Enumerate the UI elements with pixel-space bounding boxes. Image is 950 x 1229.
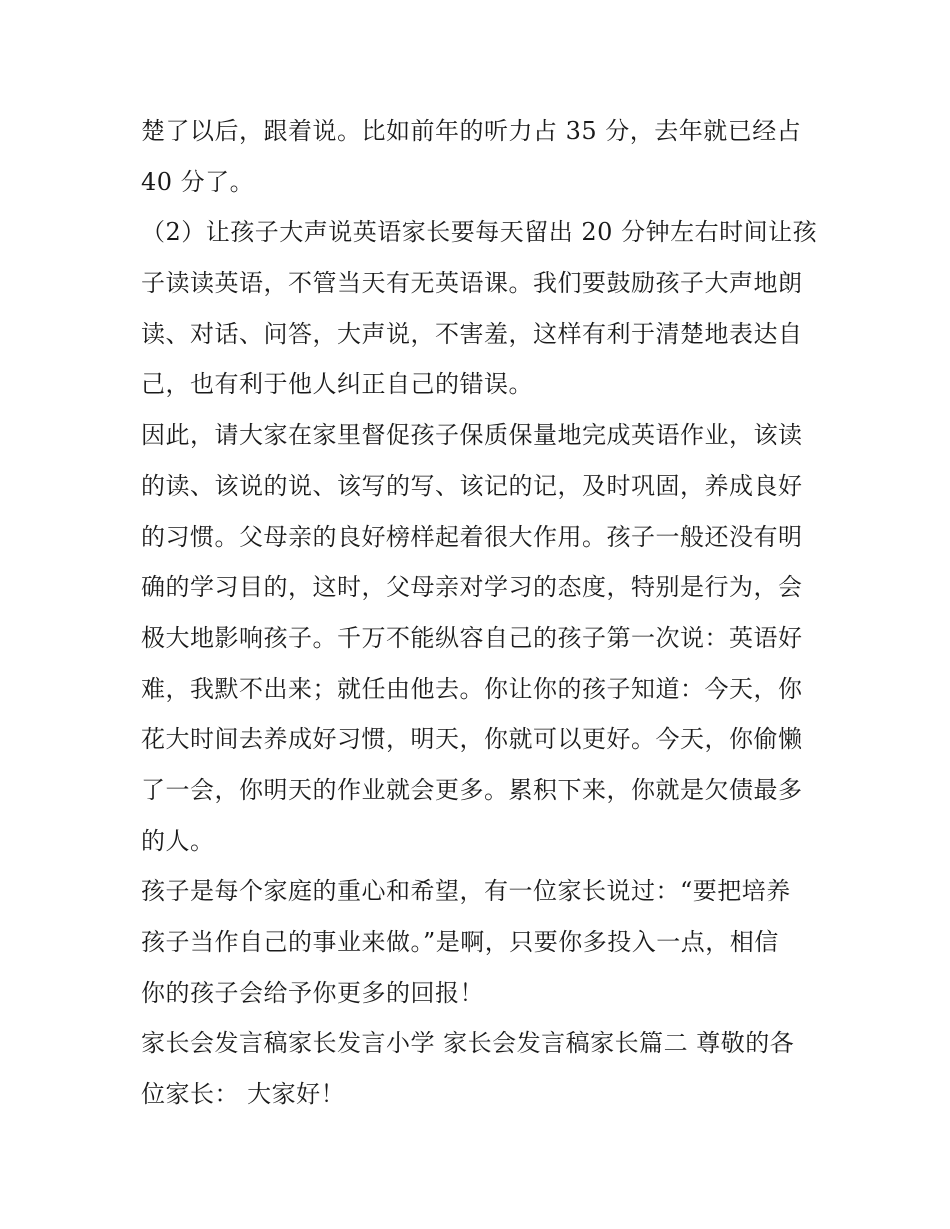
text-line: 花大时间去养成好习惯，明天，你就可以更好。今天，你偷懒	[141, 725, 803, 754]
text-line: 了一会，你明天的作业就会更多。累积下来，你就是欠债最多	[141, 775, 803, 804]
text-line: 子读读英语，不管当天有无英语课。我们要鼓励孩子大声地朗	[141, 269, 803, 298]
text-line: 读、对话、问答，大声说，不害羞，这样有利于清楚地表达自	[141, 319, 803, 348]
text-line: 孩子是每个家庭的重心和希望，有一位家长说过：“要把培养	[141, 877, 791, 906]
text-line: 极大地影响孩子。千万不能纵容自己的孩子第一次说：英语好	[141, 623, 803, 652]
text-line: 你的孩子会给予你更多的回报！	[141, 978, 484, 1007]
text-line: 的读、该说的说、该写的写、该记的记，及时巩固，养成良好	[141, 471, 803, 500]
text-line: 难，我默不出来；就任由他去。你让你的孩子知道：今天，你	[141, 674, 803, 703]
text-line: 位家长： 大家好！	[141, 1080, 346, 1109]
text-line: 因此，请大家在家里督促孩子保质保量地完成英语作业，该读	[141, 421, 803, 450]
text-line: （2）让孩子大声说英语家长要每天留出 20 分钟左右时间让孩	[141, 218, 818, 247]
text-line: 40 分了。	[141, 167, 255, 196]
text-line: 确的学习目的，这时，父母亲对学习的态度，特别是行为，会	[141, 573, 803, 602]
text-line: 孩子当作自己的事业来做。”是啊，只要你多投入一点，相信	[141, 928, 779, 956]
text-line: 楚了以后，跟着说。比如前年的听力占 35 分，去年就已经占	[141, 117, 802, 145]
text-line: 己，也有利于他人纠正自己的错误。	[141, 370, 533, 399]
document-body	[141, 106, 821, 1120]
text-line: 的人。	[141, 826, 215, 855]
text-line: 家长会发言稿家长发言小学 家长会发言稿家长篇二 尊敬的各	[141, 1029, 795, 1058]
text-line: 的习惯。父母亲的良好榜样起着很大作用。孩子一般还没有明	[141, 522, 803, 551]
